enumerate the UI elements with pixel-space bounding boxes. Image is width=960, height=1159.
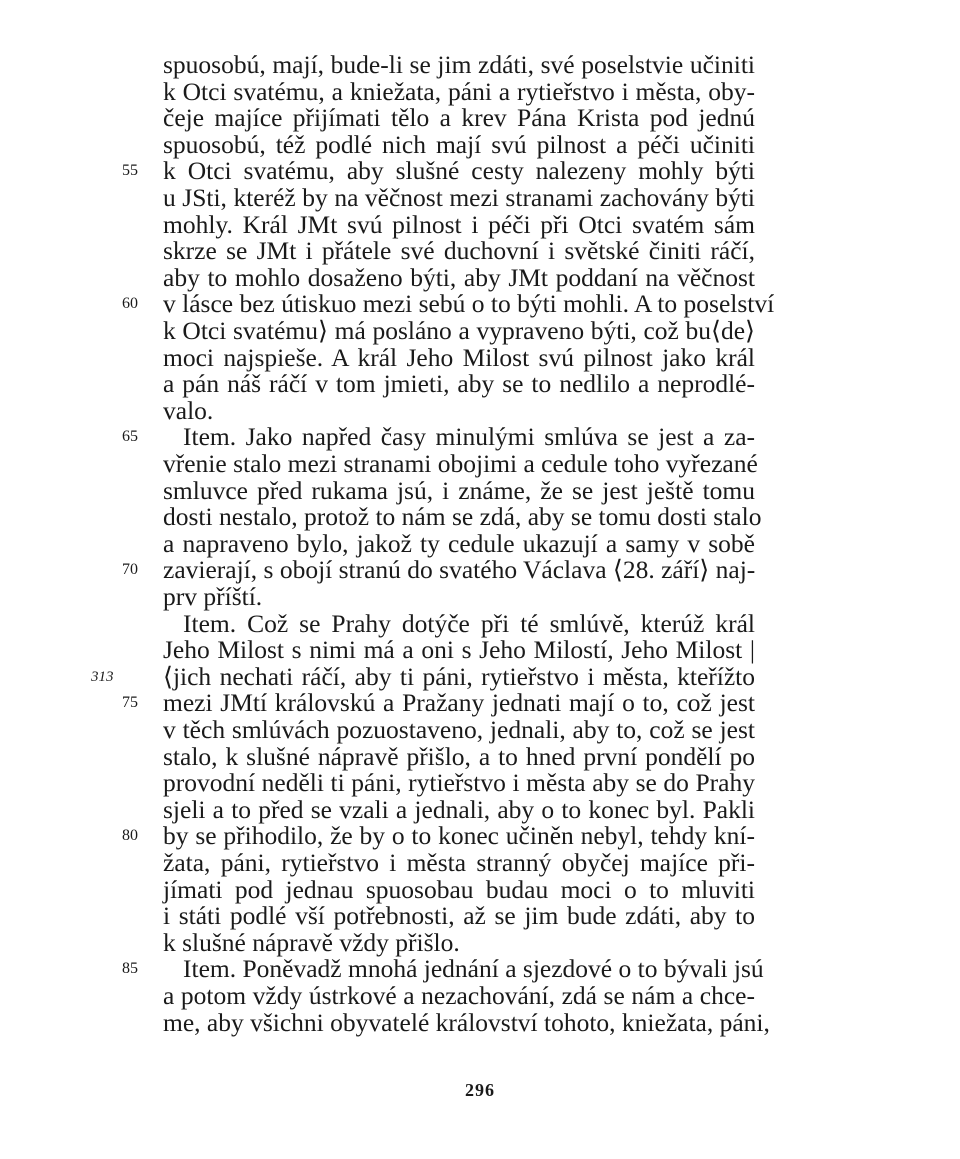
text-line: čeje majíce přijímati tělo a krev Pána Krista pod jednú <box>163 103 755 133</box>
text-line: u JSti, kteréž by na věčnost mezi stranami zachovány býti <box>163 183 755 212</box>
text-line: vřenie stalo mezi stranami obojimi a cedule toho vyřezané <box>163 449 758 478</box>
line-number: 80 <box>122 827 138 845</box>
text-line: provodní neděli ti páni, rytieřstvo i města aby se do Prahy <box>163 768 755 798</box>
text-line: mezi JMtí královskú a Pražany jednati mají o to, což jest <box>163 688 755 718</box>
margin-folio-reference: 313 <box>91 668 114 685</box>
text-line: k slušné nápravě vždy přišlo. <box>163 927 460 957</box>
text-line: jímati pod jednau spuosobau budau moci o to mluviti <box>163 874 755 904</box>
text-line: žata, páni, rytieřstvo i města stranný obyčej majíce při- <box>163 848 755 877</box>
text-line: prv příští. <box>163 582 263 611</box>
text-line: k Otci svatému, a kniežata, páni a rytieřstvo i města, oby- <box>163 76 755 106</box>
line-number: 55 <box>122 162 138 180</box>
text-line: smluvce před rukama jsú, i známe, že se jest ještě tomu <box>163 475 755 505</box>
text-line: stalo, k slušné nápravě přišlo, a to hned první pondělí po <box>163 741 755 771</box>
line-number: 75 <box>122 694 138 712</box>
text-line: aby to mohlo dosaženo býti, aby JMt poddaní na věčnost <box>163 262 755 292</box>
text-line: a potom vždy ústrkové a nezachování, zdá se nám a chce- <box>163 981 755 1010</box>
paragraph-start-line: Item. Poněvadž mnohá jednání a sjezdové o to bývali jsú <box>183 954 764 984</box>
text-line: a napraveno bylo, jakož ty cedule ukazují a samy v sobě <box>163 528 755 558</box>
text-line: me, aby všichni obyvatelé království tohoto, kniežata, páni, <box>163 1007 770 1037</box>
text-line: i státi podlé vší potřebnosti, až se jim bude zdáti, aby to <box>163 901 755 931</box>
text-line: moci najspieše. A král Jeho Milost svú pilnost jako král <box>163 342 755 372</box>
text-line: k Otci svatému, aby slušné cesty nalezeny mohly býti <box>163 156 755 186</box>
paragraph-start-line: Item. Což se Prahy dotýče při té smlúvě, kterúž král <box>183 608 755 638</box>
text-line: dosti nestalo, protož to nám se zdá, aby se tomu dosti stalo <box>163 502 762 532</box>
text-line: v lásce bez útiskuo mezi sebú o to býti mohli. A to poselství <box>163 289 775 319</box>
text-line: mohly. Král JMt svú pilnost i péči při Otci svatém sám <box>163 209 755 239</box>
text-line: spuosobú, mají, bude-li se jim zdáti, své poselstvie učiniti <box>163 50 755 79</box>
text-line: zavierají, s obojí stranú do svatého Václava ⟨28. září⟩ naj- <box>163 555 756 585</box>
text-line: spuosobú, též podlé nich mají svú pilnost a péči učiniti <box>163 129 755 159</box>
text-line: ⟨jich nechati ráčí, aby ti páni, rytieřstvo i města, kteřížto <box>163 661 755 691</box>
text-line: skrze se JMt i přátele své duchovní i světské činiti ráčí, <box>163 236 755 266</box>
paragraph-start-line: Item. Jako napřed časy minulými smlúva se jest a za- <box>183 422 755 452</box>
text-line: k Otci svatému⟩ má posláno a vypraveno býti, což bu⟨de⟩ <box>163 316 755 345</box>
page-number: 296 <box>465 1080 495 1100</box>
line-number: 60 <box>122 295 138 313</box>
text-line: sjeli a to před se vzali a jednali, aby o to konec byl. Pakli <box>163 794 755 824</box>
text-line: by se přihodilo, že by o to konec učiněn nebyl, tehdy kní- <box>163 821 755 851</box>
text-line: v těch smlúvách pozuostaveno, jednali, aby to, což se jest <box>163 715 755 744</box>
line-number: 70 <box>122 561 138 579</box>
text-line: a pán náš ráčí v tom jmieti, aby se to nedlilo a neprodlé- <box>163 369 755 399</box>
line-number: 65 <box>122 428 138 446</box>
line-number: 85 <box>122 960 138 978</box>
text-line: Jeho Milost s nimi má a oni s Jeho Milostí, Jeho Milost | <box>163 635 755 665</box>
text-line: valo. <box>163 395 214 425</box>
